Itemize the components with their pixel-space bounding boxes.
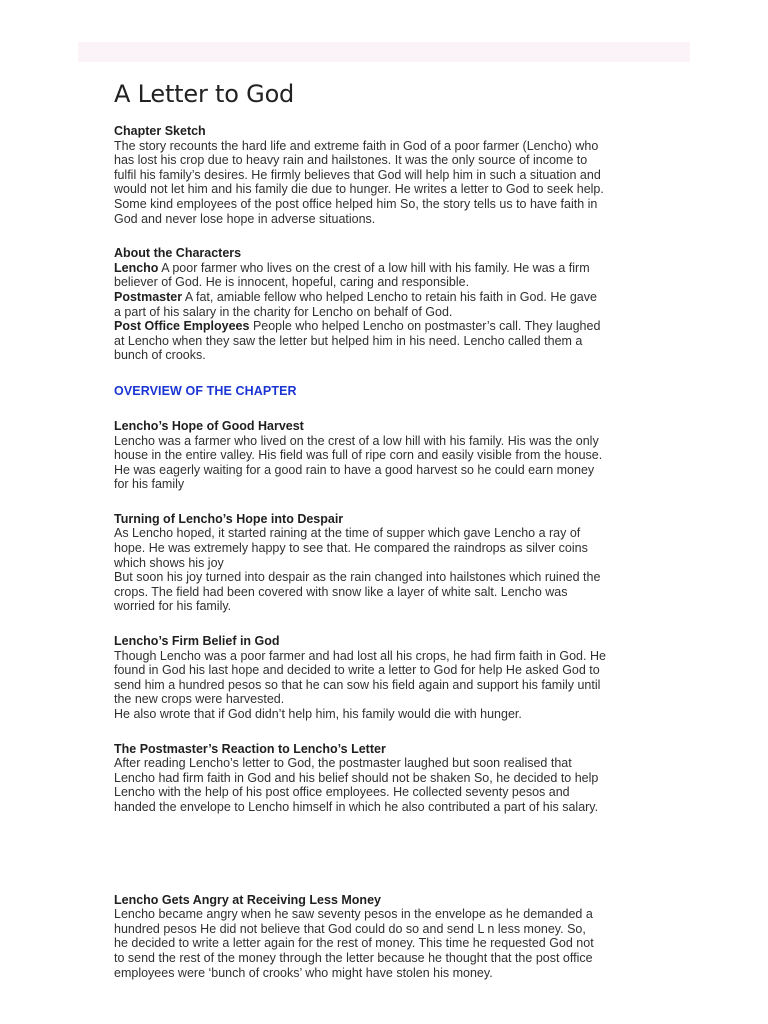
text-line: at Lencho when they saw the letter but helped him in his need. Lencho called them a <box>114 333 583 348</box>
text-line: But soon his joy turned into despair as the rain changed into hailstones which ruined the <box>114 570 601 585</box>
text-line: As Lencho hoped, it started raining at the time of supper which gave Lencho a ray of <box>114 526 581 541</box>
text-line: The story recounts the hard life and extreme faith in God of a poor farmer (Lencho) who <box>114 138 599 153</box>
chapter-sketch-section <box>114 124 662 226</box>
text-line: which shows his joy <box>114 555 224 570</box>
text-line: worried for his family. <box>114 599 232 614</box>
section-text <box>114 649 662 722</box>
angry-section <box>114 893 662 981</box>
character-name: Postmaster <box>114 289 183 304</box>
section-text <box>114 526 662 614</box>
text-line: Lencho with the help of his post office employees. He collected seventy pesos and <box>114 785 570 800</box>
text-line: Lencho became angry when he saw seventy pesos in the envelope as he demanded a <box>114 907 593 922</box>
characters-heading: About the Characters <box>114 246 242 261</box>
page-title: A Letter to God <box>114 80 295 108</box>
section-heading: Lencho Gets Angry at Receiving Less Money <box>114 892 381 907</box>
character-desc: A poor farmer who lives on the crest of a low hill with his family. He was a firm <box>158 260 590 275</box>
section-heading: Lencho’s Hope of Good Harvest <box>114 418 304 433</box>
chapter-sketch-text <box>114 139 662 227</box>
text-line: believer of God. He is innocent, hopeful, caring and responsible. <box>114 275 470 290</box>
text-line: the new crops were harvested. <box>114 692 285 707</box>
chapter-sketch-heading: Chapter Sketch <box>114 124 206 138</box>
hope-section <box>114 419 662 492</box>
text-line: hope. He was extremely happy to see that. He compared the raindrops as silver coins <box>114 541 588 556</box>
document-page <box>114 80 662 980</box>
page-top-bar <box>78 42 690 62</box>
text-line: employees were ‘bunch of crooks’ who might have stolen his money. <box>114 965 493 980</box>
character-employees <box>114 319 662 334</box>
text-line: He also wrote that if God didn’t help him, his family would die with hunger. <box>114 707 522 721</box>
section-heading: The Postmaster’s Reaction to Lencho’s Letter <box>114 741 386 756</box>
postmaster-section <box>114 742 662 815</box>
character-lencho <box>114 261 662 276</box>
character-name: Lencho <box>114 260 159 275</box>
section-text <box>114 434 662 492</box>
text-line: After reading Lencho’s letter to God, the postmaster laughed but soon realised that <box>114 756 572 771</box>
characters-section <box>114 246 662 363</box>
text-line: would not let him and his family die due to hunger. He writes a letter to God to seek help. <box>114 182 604 197</box>
text-line: Though Lencho was a poor farmer and had lost all his crops, he had firm faith in God. He <box>114 648 606 663</box>
text-line: fulfil his family’s desires. He firmly believes that God will help him in such a situation and <box>114 167 601 182</box>
text-line: handed the envelope to Lencho himself in which he also contributed a part of his salary. <box>114 799 599 814</box>
text-line: Lencho was a farmer who lived on the crest of a low hill with his family. His was the only <box>114 433 599 448</box>
text-line: God and never lose hope in adverse situations. <box>114 211 376 226</box>
characters-text <box>114 261 662 363</box>
section-heading: Turning of Lencho’s Hope into Despair <box>114 511 344 526</box>
text-line: He was eagerly waiting for a good rain to have a good harvest so he could earn money <box>114 462 595 477</box>
character-name: Post Office Employees <box>114 319 250 334</box>
text-line: crops. The field had been covered with snow like a layer of white salt. Lencho was <box>114 584 568 599</box>
section-text <box>114 907 662 980</box>
text-line: found in God his last hope and decided to write a letter to God for help He asked God to <box>114 663 600 678</box>
text-line: Lencho had firm faith in God and his belief should not be shaken So, he decided to help <box>114 770 599 785</box>
text-line: a part of his salary in the charity for Lencho on behalf of God. <box>114 304 453 319</box>
text-line: Some kind employees of the post office helped him So, the story tells us to have faith in <box>114 196 598 211</box>
text-line: hundred pesos He did not believe that God could do so and send L n less money. So, <box>114 921 586 936</box>
text-line: send him a hundred pesos so that he can sow his field again and support his family until <box>114 677 601 692</box>
section-text <box>114 756 662 814</box>
despair-section <box>114 512 662 614</box>
belief-section <box>114 634 662 722</box>
character-desc: A fat, amiable fellow who helped Lencho to retain his faith in God. He gave <box>182 289 597 304</box>
section-heading: Lencho’s Firm Belief in God <box>114 634 280 649</box>
text-line: bunch of crooks. <box>114 348 206 363</box>
text-line: house in the entire valley. His field was full of ripe corn and easily visible from the house. <box>114 448 603 463</box>
character-postmaster <box>114 290 662 305</box>
text-line: he decided to write a letter again for the rest of money. This time he requested God not <box>114 936 594 951</box>
text-line: to send the rest of the money through the letter because he thought that the post office <box>114 950 593 965</box>
text-line: for his family <box>114 477 185 492</box>
overview-heading: OVERVIEW OF THE CHAPTER <box>114 383 297 398</box>
character-desc: People who helped Lencho on postmaster’s call. They laughed <box>249 319 601 334</box>
text-line: has lost his crop due to heavy rain and hailstones. It was the only source of income to <box>114 153 588 168</box>
